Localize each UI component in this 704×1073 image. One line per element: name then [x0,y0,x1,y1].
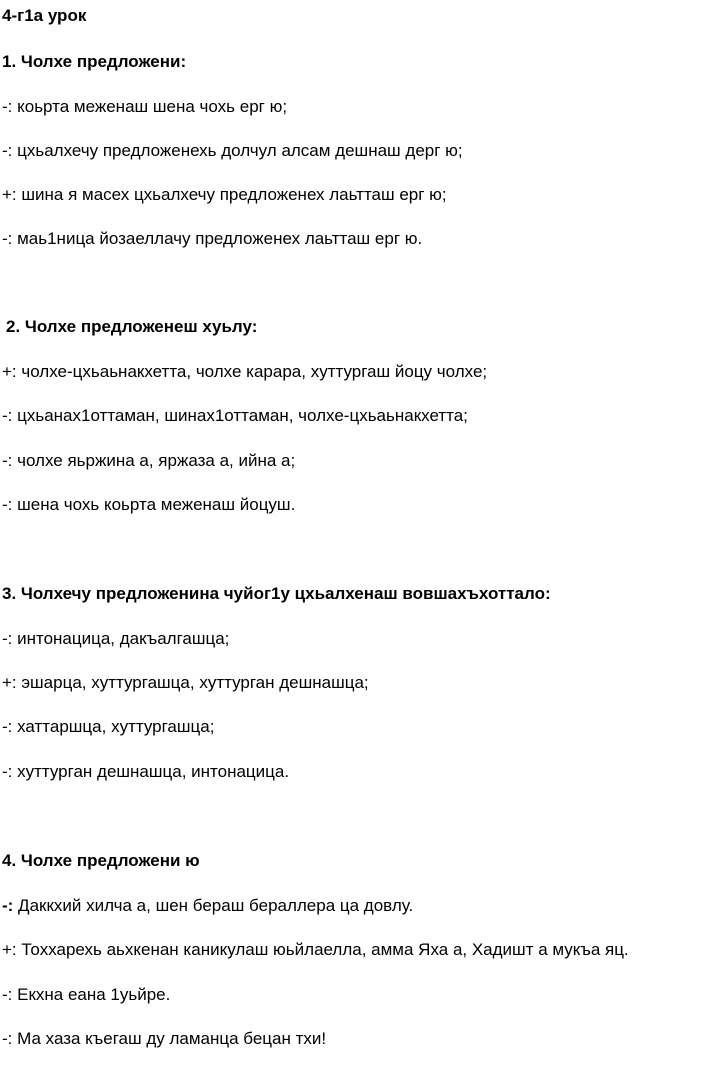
question-4-option-1-marker: -: [2,896,14,915]
question-2-option-1: +: чолхе-цхьаьнакхетта, чолхе карара, хуттургаш йоцу чолхе; [2,362,488,381]
question-3-option-4: -: хуттурган дешнашца, интонацица. [2,762,290,781]
question-3-option-1: -: интонацица, дакъалгашца; [2,629,230,648]
question-1-option-3: +: шина я масех цхьалхечу предложенех лаьтташ ерг ю; [2,185,447,204]
question-3-option-2: +: эшарца, хуттургашца, хуттурган дешнашца; [2,673,369,692]
question-1-option-2: -: цхьалхечу предложенехь долчул алсам дешнаш дерг ю; [2,141,463,160]
question-1-option-1: -: коьрта меженаш шена чохь ерг ю; [2,97,288,116]
question-4-heading: 4. Чолхе предложени ю [2,851,200,870]
question-1-heading: 1. Чолхе предложени: [2,52,187,71]
question-4-option-1 [2,895,413,917]
question-3-heading: 3. Чолхечу предложенина чуйог1у цхьалхенаш вовшахъхоттало: [2,584,551,603]
question-2-option-3: -: чолхе яьржина а, яржаза а, ийна а; [2,451,296,470]
question-3-option-3: -: хаттаршца, хуттургашца; [2,717,215,736]
question-4-option-3: -: Екхна еана 1уьйре. [2,985,171,1004]
question-2-option-2: -: цхьанах1оттаман, шинах1оттаман, чолхе-цхьаьнакхетта; [2,406,468,425]
question-2-heading: 2. Чолхе предложенеш хуьлу: [6,317,258,336]
lesson-title: 4-г1а урок [2,6,87,25]
question-4-option-4: -: Ма хаза къегаш ду ламанца бецан тхи! [2,1029,327,1048]
question-4-option-2: +: Тоххарехь аьхкенан каникулаш юьйлаелла, амма Яха а, Хадишт а мукъа яц. [2,940,629,959]
question-2-option-4: -: шена чохь коьрта меженаш йоцуш. [2,495,296,514]
question-4-option-1-text: Даккхий хилча а, шен бераш бераллера ца довлу. [13,896,414,915]
question-1-option-4: -: маь1ница йозаеллачу предложенех лаьтташ ерг ю. [2,229,423,248]
